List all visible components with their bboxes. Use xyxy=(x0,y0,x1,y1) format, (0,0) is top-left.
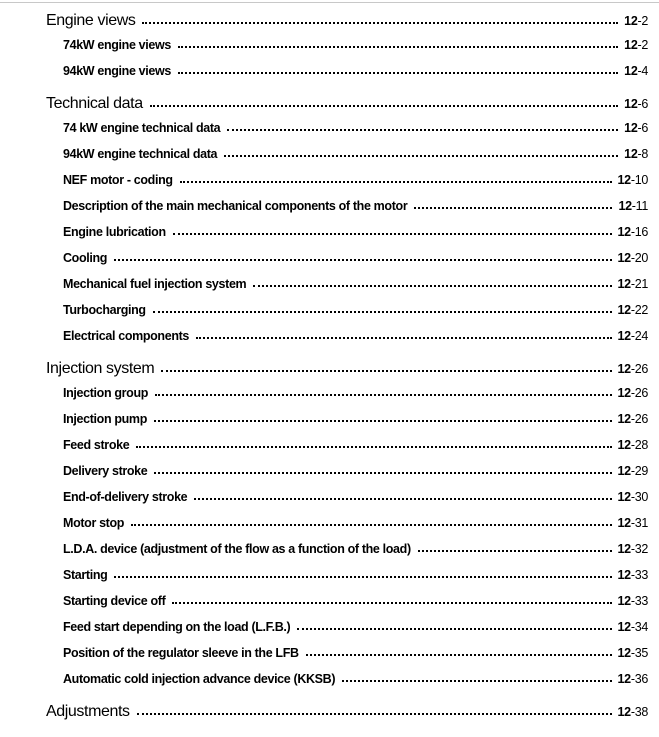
page-reference xyxy=(618,386,648,400)
toc-entry[interactable] xyxy=(0,38,659,64)
dot-leader xyxy=(137,712,612,715)
toc-entry[interactable] xyxy=(0,64,659,90)
toc-entry[interactable] xyxy=(0,147,659,173)
chapter-number: 12 xyxy=(617,705,631,719)
page-number: -38 xyxy=(630,705,648,719)
page-reference xyxy=(618,594,648,608)
page-number: -34 xyxy=(630,620,648,634)
toc-entry[interactable] xyxy=(0,303,659,329)
page-number: -35 xyxy=(630,646,648,660)
entry-title: Position of the regulator sleeve in the LFB xyxy=(63,646,299,660)
dot-leader xyxy=(172,601,611,604)
page-reference xyxy=(618,362,648,376)
toc-entry[interactable] xyxy=(0,251,659,277)
toc-entry[interactable] xyxy=(0,438,659,464)
toc-entry[interactable] xyxy=(0,568,659,594)
dot-leader xyxy=(114,258,611,261)
page-reference xyxy=(618,516,648,530)
section-title: Adjustments xyxy=(46,703,130,720)
dot-leader xyxy=(114,575,611,578)
toc-entry[interactable] xyxy=(0,516,659,542)
dot-leader xyxy=(194,497,611,500)
dot-leader xyxy=(297,627,611,630)
page-number: -32 xyxy=(630,542,648,556)
entry-title: Feed stroke xyxy=(63,438,130,452)
chapter-number: 12 xyxy=(617,251,631,265)
chapter-number: 12 xyxy=(617,620,631,634)
page-reference xyxy=(618,490,648,504)
chapter-number: 12 xyxy=(617,303,631,317)
page-reference xyxy=(618,620,648,634)
page-number: -33 xyxy=(630,594,648,608)
page-reference xyxy=(618,464,648,478)
chapter-number: 12 xyxy=(617,542,631,556)
page-number: -10 xyxy=(630,173,648,187)
chapter-number: 12 xyxy=(624,147,638,161)
entry-title: L.D.A. device (adjustment of the flow as a function of the load) xyxy=(63,542,411,556)
toc-section-heading[interactable] xyxy=(0,703,659,729)
toc-entry[interactable] xyxy=(0,225,659,251)
chapter-number: 12 xyxy=(624,64,638,78)
dot-leader xyxy=(161,369,611,372)
entry-title: Starting device off xyxy=(63,594,166,608)
section-title: Technical data xyxy=(46,95,143,112)
page-reference xyxy=(618,646,648,660)
entry-title: NEF motor - coding xyxy=(63,173,173,187)
toc-entry[interactable] xyxy=(0,490,659,516)
chapter-number: 12 xyxy=(624,38,638,52)
chapter-number: 12 xyxy=(617,438,631,452)
table-of-contents xyxy=(0,12,659,729)
page-reference xyxy=(618,672,648,686)
page-reference xyxy=(624,64,648,78)
toc-section-heading[interactable] xyxy=(0,12,659,38)
page-number: -36 xyxy=(630,672,648,686)
dot-leader xyxy=(180,180,612,183)
page-reference xyxy=(618,199,648,213)
entry-title: 94kW engine views xyxy=(63,64,171,78)
chapter-number: 12 xyxy=(617,329,631,343)
page-number: -11 xyxy=(631,199,648,213)
page-number: -22 xyxy=(630,303,648,317)
page-reference xyxy=(618,412,648,426)
entry-title: Turbocharging xyxy=(63,303,146,317)
chapter-number: 12 xyxy=(617,412,631,426)
page-number: -20 xyxy=(630,251,648,265)
toc-entry[interactable] xyxy=(0,620,659,646)
toc-entry[interactable] xyxy=(0,173,659,199)
entry-title: Motor stop xyxy=(63,516,125,530)
dot-leader xyxy=(155,393,611,396)
section-title: Engine views xyxy=(46,12,136,29)
chapter-number: 12 xyxy=(618,199,632,213)
dot-leader xyxy=(173,232,612,235)
page-reference xyxy=(618,277,648,291)
dot-leader xyxy=(178,45,618,48)
page-number: -16 xyxy=(630,225,648,239)
chapter-number: 12 xyxy=(617,516,631,530)
page-reference xyxy=(624,97,648,111)
chapter-number: 12 xyxy=(617,173,631,187)
dot-leader xyxy=(150,104,618,107)
page-reference xyxy=(618,705,648,719)
entry-title: Cooling xyxy=(63,251,108,265)
chapter-number: 12 xyxy=(617,362,631,376)
entry-title: Automatic cold injection advance device (KKSB) xyxy=(63,672,336,686)
toc-entry[interactable] xyxy=(0,464,659,490)
page-reference xyxy=(618,542,648,556)
page-reference xyxy=(618,329,648,343)
entry-title: 74kW engine views xyxy=(63,38,171,52)
page-number: -21 xyxy=(630,277,648,291)
page-number: -24 xyxy=(630,329,648,343)
chapter-number: 12 xyxy=(624,121,638,135)
dot-leader xyxy=(153,310,612,313)
page-reference xyxy=(624,14,648,28)
chapter-number: 12 xyxy=(617,386,631,400)
dot-leader xyxy=(224,154,618,157)
dot-leader xyxy=(253,284,611,287)
page-number: -2 xyxy=(637,14,648,28)
page-number: -33 xyxy=(630,568,648,582)
dot-leader xyxy=(131,523,611,526)
toc-section-heading[interactable] xyxy=(0,360,659,386)
chapter-number: 12 xyxy=(617,672,631,686)
chapter-number: 12 xyxy=(617,594,631,608)
dot-leader xyxy=(227,128,618,131)
toc-entry[interactable] xyxy=(0,542,659,568)
page-number: -31 xyxy=(630,516,648,530)
page-reference xyxy=(618,303,648,317)
toc-entry[interactable] xyxy=(0,646,659,672)
page-reference xyxy=(618,568,648,582)
page-reference xyxy=(624,147,648,161)
dot-leader xyxy=(414,206,612,209)
toc-section-heading[interactable] xyxy=(0,95,659,121)
entry-title: Description of the main mechanical components of the motor xyxy=(63,199,408,213)
page-number: -8 xyxy=(637,147,648,161)
entry-title: Injection group xyxy=(63,386,149,400)
entry-title: Electrical components xyxy=(63,329,190,343)
entry-title: Feed start depending on the load (L.F.B.) xyxy=(63,620,291,634)
page-number: -2 xyxy=(637,38,648,52)
dot-leader xyxy=(136,445,611,448)
entry-title: 94kW engine technical data xyxy=(63,147,218,161)
entry-title: Injection pump xyxy=(63,412,147,426)
page-number: -30 xyxy=(630,490,648,504)
toc-entry[interactable] xyxy=(0,386,659,412)
toc-entry[interactable] xyxy=(0,594,659,620)
dot-leader xyxy=(418,549,612,552)
dot-leader xyxy=(154,419,612,422)
toc-entry[interactable] xyxy=(0,199,659,225)
page-number: -26 xyxy=(630,362,648,376)
dot-leader xyxy=(196,336,611,339)
page-number: -26 xyxy=(630,412,648,426)
page-reference xyxy=(618,251,648,265)
dot-leader xyxy=(154,471,611,474)
toc-entry[interactable] xyxy=(0,121,659,147)
entry-title: Mechanical fuel injection system xyxy=(63,277,247,291)
chapter-number: 12 xyxy=(617,225,631,239)
page-reference xyxy=(618,225,648,239)
page-reference xyxy=(624,38,648,52)
toc-entry[interactable] xyxy=(0,329,659,355)
entry-title: Delivery stroke xyxy=(63,464,148,478)
page-number: -26 xyxy=(630,386,648,400)
entry-title: Engine lubrication xyxy=(63,225,166,239)
entry-title: Starting xyxy=(63,568,108,582)
toc-entry[interactable] xyxy=(0,277,659,303)
chapter-number: 12 xyxy=(617,464,631,478)
chapter-number: 12 xyxy=(624,14,638,28)
section-title: Injection system xyxy=(46,360,155,377)
page-number: -4 xyxy=(637,64,648,78)
dot-leader xyxy=(142,21,618,24)
dot-leader xyxy=(342,679,611,682)
chapter-number: 12 xyxy=(624,97,638,111)
page-reference xyxy=(618,173,648,187)
page-reference xyxy=(618,438,648,452)
page-number: -29 xyxy=(630,464,648,478)
page-reference xyxy=(624,121,648,135)
page-number: -28 xyxy=(630,438,648,452)
entry-title: 74 kW engine technical data xyxy=(63,121,221,135)
page-number: -6 xyxy=(637,121,648,135)
toc-entry[interactable] xyxy=(0,672,659,698)
page-number: -6 xyxy=(637,97,648,111)
chapter-number: 12 xyxy=(617,568,631,582)
chapter-number: 12 xyxy=(617,277,631,291)
entry-title: End-of-delivery stroke xyxy=(63,490,188,504)
chapter-number: 12 xyxy=(617,646,631,660)
dot-leader xyxy=(306,653,612,656)
toc-entry[interactable] xyxy=(0,412,659,438)
chapter-number: 12 xyxy=(617,490,631,504)
top-rule xyxy=(0,2,659,3)
dot-leader xyxy=(178,71,618,74)
